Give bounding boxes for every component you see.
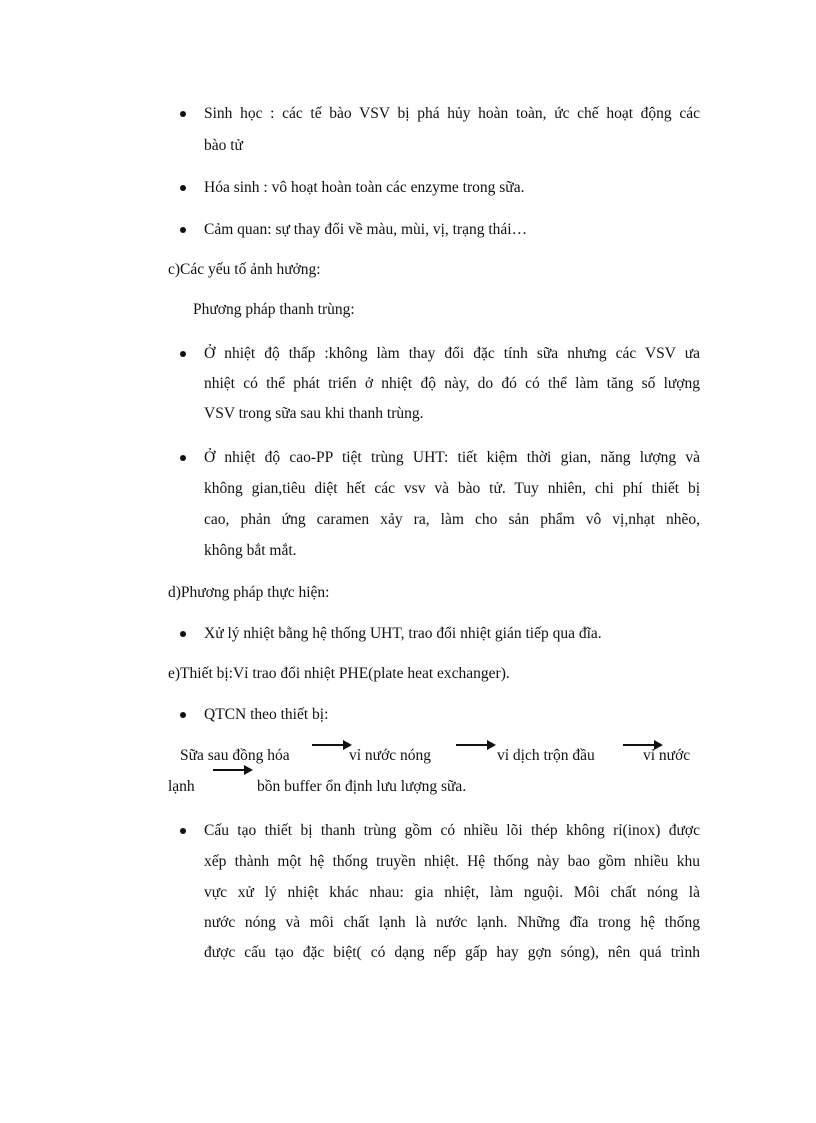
high-temp-line-2: không gian,tiêu diệt hết các vsv và bào tử. Tuy nhiên, chi phí thiết bị (204, 480, 700, 497)
chem-text: Hóa sinh : vô hoạt hoàn toàn các enzyme trong sữa. (204, 179, 525, 196)
high-temp-line-3: cao, phản ứng caramen xảy ra, làm cho sản phẩm vô vị,nhạt nhẽo, (204, 511, 700, 528)
arrow-right-icon (456, 739, 496, 751)
structure-line-3: vực xử lý nhiệt khác nhau: gia nhiệt, làm nguội. Môi chất nóng là (204, 884, 700, 901)
bio-line-2: bào tử (204, 137, 243, 154)
high-temp-line-4: không bắt mắt. (204, 542, 297, 559)
low-temp-line-1: Ở nhiệt độ thấp :không làm thay đổi đặc tính sữa nhưng các VSV ưa (204, 345, 700, 362)
bio-line-1: Sinh học : các tế bào VSV bị phá hủy hoàn toàn, ức chế hoạt động các (204, 105, 700, 122)
flow-step-4: vỉ nước (643, 747, 691, 764)
arrow-right-icon (312, 739, 352, 751)
heading-c: c)Các yếu tố ảnh hưởng: (168, 261, 321, 278)
flow-step-4-cont: lạnh (168, 778, 195, 795)
structure-line-1: Cấu tạo thiết bị thanh trùng gồm có nhiều lõi thép không rỉ(inox) được (204, 822, 700, 839)
qtcn-text: QTCN theo thiết bị: (204, 706, 329, 723)
structure-line-4: nước nóng và môi chất lạnh là nước lạnh. Những đĩa trong hệ thống (204, 914, 700, 931)
flow-step-3: vỉ dịch trộn đầu (497, 747, 595, 764)
flow-step-1: Sữa sau đồng hóa (180, 747, 290, 764)
bullet-icon (180, 111, 186, 117)
bullet-icon (180, 227, 186, 233)
arrow-right-icon (213, 764, 253, 776)
method-title: Phương pháp thanh trùng: (193, 301, 355, 318)
sensory-text: Cảm quan: sự thay đổi về màu, mùi, vị, trạng thái… (204, 221, 528, 238)
low-temp-line-3: VSV trong sữa sau khi thanh trùng. (204, 405, 424, 422)
structure-line-5: được cấu tạo đặc biệt( có dạng nếp gấp hay gợn sóng), nên quá trình (204, 944, 700, 961)
bullet-icon (180, 828, 186, 834)
structure-line-2: xếp thành một hệ thống truyền nhiệt. Hệ thống này bao gồm nhiều khu (204, 853, 700, 870)
flow-step-2: vỉ nước nóng (349, 747, 432, 764)
low-temp-line-2: nhiệt có thể phát triển ở nhiệt độ này, do đó có thể làm tăng số lượng (204, 375, 700, 392)
bullet-icon (180, 455, 186, 461)
bullet-icon (180, 185, 186, 191)
bullet-icon (180, 631, 186, 637)
heading-d: d)Phương pháp thực hiện: (168, 584, 330, 601)
bullet-icon (180, 351, 186, 357)
high-temp-line-1: Ở nhiệt độ cao-PP tiệt trùng UHT: tiết kiệm thời gian, năng lượng và (204, 449, 700, 466)
flow-step-5: bồn buffer ổn định lưu lượng sữa. (257, 778, 467, 795)
bullet-icon (180, 712, 186, 718)
heading-e: e)Thiết bị:Vỉ trao đổi nhiệt PHE(plate heat exchanger). (168, 665, 510, 682)
uht-text: Xử lý nhiệt bằng hệ thống UHT, trao đổi nhiệt gián tiếp qua đĩa. (204, 625, 602, 642)
